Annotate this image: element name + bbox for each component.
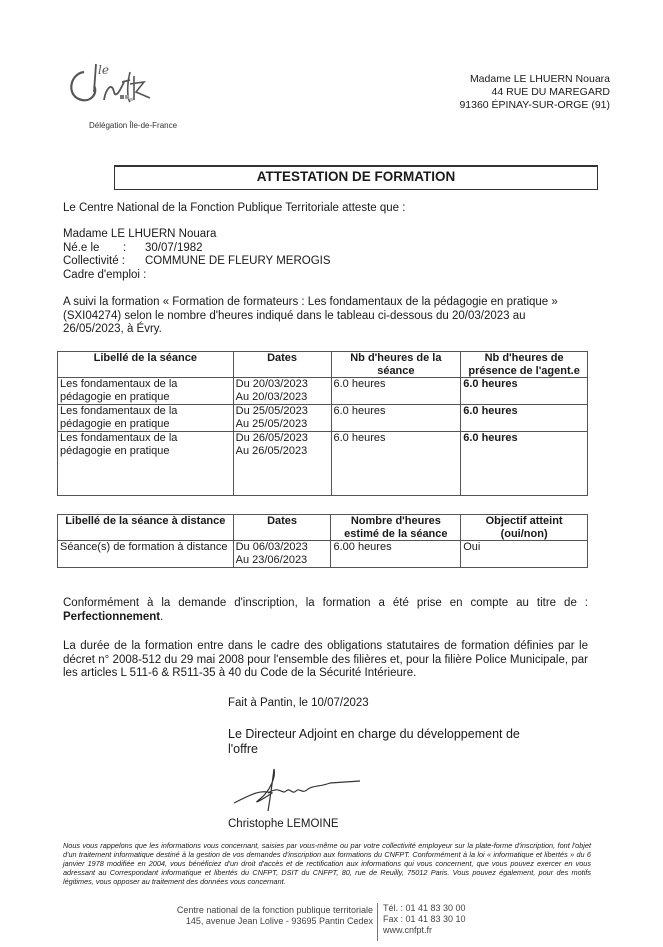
table-header-row — [58, 515, 588, 541]
objective-reached: Oui — [461, 541, 588, 568]
cnfpt-logo — [64, 52, 164, 112]
intro-text: Le Centre National de la Fonction Publique Territoriale atteste que : — [63, 202, 406, 214]
col-header: Libellé de la séance — [58, 352, 234, 378]
col-header: Objectif atteint (oui/non) — [461, 515, 588, 541]
session-label: Les fondamentaux de la pédagogie en pratique — [58, 378, 234, 405]
fait-line: Fait à Pantin, le 10/07/2023 — [228, 697, 369, 709]
footer-web: www.cnfpt.fr — [383, 925, 433, 935]
date-from: Du 20/03/2023 — [235, 378, 308, 390]
presence-hours: 6.0 heures — [461, 432, 588, 496]
signature-image — [230, 765, 370, 815]
col-header: Dates — [233, 352, 331, 378]
table-row — [58, 432, 588, 496]
recipient-street: 44 RUE DU MAREGARD — [491, 86, 610, 98]
col-header: Nombre d'heures estimé de la séance — [331, 515, 461, 541]
document-title: ATTESTATION DE FORMATION — [114, 165, 598, 190]
session-hours: 6.0 heures — [331, 432, 461, 496]
collectivite-value: COMMUNE DE FLEURY MEROGIS — [145, 255, 331, 267]
conformement-label: Conformément à la demande d'inscription, la formation a été prise en compte au titre de : — [63, 597, 588, 609]
person-name: Madame LE LHUERN Nouara — [63, 228, 217, 240]
presence-hours: 6.0 heures — [461, 405, 588, 432]
distance-sessions-table — [57, 514, 588, 568]
conformement-text: Conformément à la demande d'inscription, la formation a été prise en compte au titre de : Perfectionnement. — [63, 597, 588, 623]
recipient-city: 91360 ÉPINAY-SUR-ORGE (91) — [459, 99, 610, 111]
conformement-value: Perfectionnement — [63, 610, 161, 623]
session-dates — [233, 432, 331, 496]
table-row — [58, 405, 588, 432]
col-header: Nb d'heures de présence de l'agent.e — [461, 352, 588, 378]
session-hours: 6.0 heures — [331, 405, 461, 432]
person-block — [63, 228, 331, 282]
session-hours: 6.00 heures — [331, 541, 461, 568]
table-header-row — [58, 352, 588, 378]
table-row — [58, 541, 588, 568]
footer-tel: Tél. : 01 41 83 30 00 — [383, 903, 466, 913]
presence-hours: 6.0 heures — [461, 378, 588, 405]
birth-line — [63, 242, 331, 256]
session-dates — [233, 405, 331, 432]
delegation-label: Délégation Île-de-France — [89, 121, 178, 130]
birth-sep: : — [123, 241, 127, 254]
recipient-address — [459, 73, 610, 112]
session-label: Les fondamentaux de la pédagogie en pratique — [58, 405, 234, 432]
session-hours: 6.0 heures — [331, 378, 461, 405]
collectivite-label: Collectivité : — [63, 255, 125, 267]
cadre-label: Cadre d'emploi : — [63, 268, 147, 281]
session-dates — [233, 541, 331, 568]
session-dates — [233, 378, 331, 405]
signatory-name: Christophe LEMOINE — [228, 818, 339, 830]
date-to: Au 23/06/2023 — [235, 553, 308, 566]
date-from: Du 26/05/2023 — [235, 432, 308, 444]
formation-text: A suivi la formation « Formation de formateurs : Les fondamentaux de la pédagogie en pratique » (SXI04274) selon le nombre d'heures indiqué dans le tableau ci-dessous du 20/03/2023 au 26/05/2023, à Évry. — [63, 296, 558, 335]
collectivite-line — [63, 255, 331, 269]
col-header: Libellé de la séance à distance — [58, 515, 234, 541]
footer-contact — [383, 903, 466, 936]
birth-value: 30/07/1982 — [145, 241, 203, 254]
footer-fax: Fax : 01 41 83 30 10 — [383, 914, 466, 924]
col-header: Nb d'heures de la séance — [331, 352, 461, 378]
sessions-table — [57, 351, 588, 496]
signatory-title: Le Directeur Adjoint en charge du développement de l'offre — [228, 727, 520, 756]
birth-label: Né.e le — [63, 241, 100, 254]
table-row — [58, 378, 588, 405]
session-label: Les fondamentaux de la pédagogie en pratique — [58, 432, 234, 496]
recipient-name: Madame LE LHUERN Nouara — [469, 73, 610, 85]
date-from: Du 06/03/2023 — [235, 541, 308, 553]
date-from: Du 25/05/2023 — [235, 405, 308, 417]
footer-divider — [377, 903, 378, 941]
footer-address: 145, avenue Jean Lolive - 93695 Pantin Cedex — [185, 916, 373, 926]
legal-notice: Nous vous rappelons que les informations vous concernant, saisies par vous-même ou par votre collectivité employeur sur la plate-forme d'inscription, font l'objet d'un traitement informatique destiné à la gestion de vos demandes d'inscription aux formations du CNFPT. Conformément à la loi « informatique et libertés » du 6 janvier 1978 modifiée en 2004, vous bénéficiez d'un droit d'accès et de rectification aux informations qui vous concernent, que vous pouvez exercer en vous adressant au Correspondant informatique et libertés du CNFPT, DSIT du CNFPT, 80, rue de Reuilly, 75012 Paris. Vous pouvez également, pour des motifs légitimes, vous opposer au traitement des données vous concernant. — [63, 841, 591, 886]
date-to: Au 25/05/2023 — [235, 417, 308, 430]
col-header: Dates — [233, 515, 331, 541]
session-label: Séance(s) de formation à distance — [58, 541, 234, 568]
duree-text: La durée de la formation entre dans le cadre des obligations statutaires de formation définies par le décret n° 2008-512 du 29 mai 2008 pour l'ensemble des filières et, pour la filière Police Municipale, par les articles L 511-6 & R511-35 à 40 du Code de la Sécurité Intérieure. — [63, 640, 588, 679]
date-to: Au 26/05/2023 — [235, 444, 308, 457]
svg-text:le: le — [98, 63, 109, 77]
date-to: Au 20/03/2023 — [235, 390, 308, 403]
footer-org — [177, 905, 373, 927]
footer-org-name: Centre national de la fonction publique territoriale — [176, 905, 373, 915]
